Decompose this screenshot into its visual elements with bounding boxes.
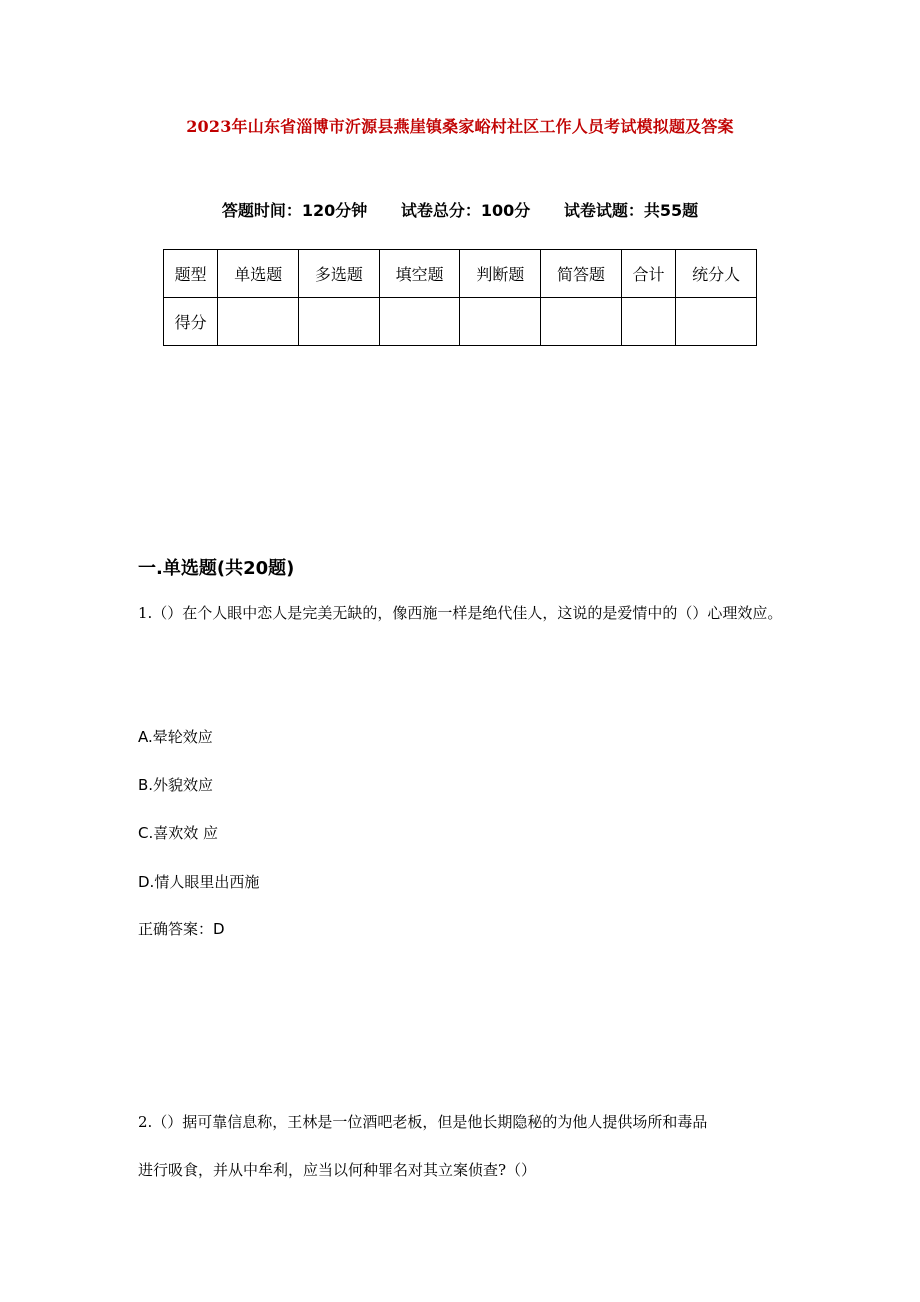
question-2-text-line2: 进行吸食，并从中牟利，应当以何种罪名对其立案侦查?（） [138, 1161, 537, 1179]
question-1-option-c: C.喜欢效 应 [138, 824, 219, 842]
score-table [163, 249, 757, 346]
header-cell-fill: 填空题 [379, 250, 460, 298]
score-cell [676, 298, 757, 346]
question-1-option-b: B.外貌效应 [138, 776, 214, 794]
exam-question-count: 试卷试题：共55题 [563, 201, 699, 220]
header-cell-multiple: 多选题 [299, 250, 380, 298]
question-1-option-a: A.晕轮效应 [138, 728, 213, 746]
score-cell [379, 298, 460, 346]
header-cell-short: 简答题 [541, 250, 622, 298]
score-cell [541, 298, 622, 346]
header-cell-scorer: 统分人 [676, 250, 757, 298]
score-cell [218, 298, 299, 346]
exam-meta [0, 198, 920, 221]
header-cell-total: 合计 [621, 250, 675, 298]
question-1-answer: 正确答案：D [138, 920, 225, 938]
header-cell-judge: 判断题 [460, 250, 541, 298]
score-cell [621, 298, 675, 346]
document-title: 2023年山东省淄博市沂源县燕崖镇桑家峪村社区工作人员考试模拟题及答案 [186, 117, 734, 136]
score-table-header-row [164, 250, 757, 298]
question-2-text-line1: 2.（）据可靠信息称，王林是一位酒吧老板，但是他长期隐秘的为他人提供场所和毒品 [138, 1113, 708, 1131]
exam-time: 答题时间：120分钟 [221, 201, 368, 220]
score-cell [460, 298, 541, 346]
score-cell [299, 298, 380, 346]
header-cell-single: 单选题 [218, 250, 299, 298]
section-heading-single-choice: 一.单选题(共20题) [138, 558, 295, 579]
exam-total-score: 试卷总分：100分 [400, 201, 531, 220]
question-1-option-d: D.情人眼里出西施 [138, 873, 260, 891]
score-row-label: 得分 [164, 298, 218, 346]
score-table-score-row [164, 298, 757, 346]
header-cell-type: 题型 [164, 250, 218, 298]
question-1-text: 1.（）在个人眼中恋人是完美无缺的，像西施一样是绝代佳人，这说的是爱情中的（）心理效应。 [138, 604, 783, 622]
